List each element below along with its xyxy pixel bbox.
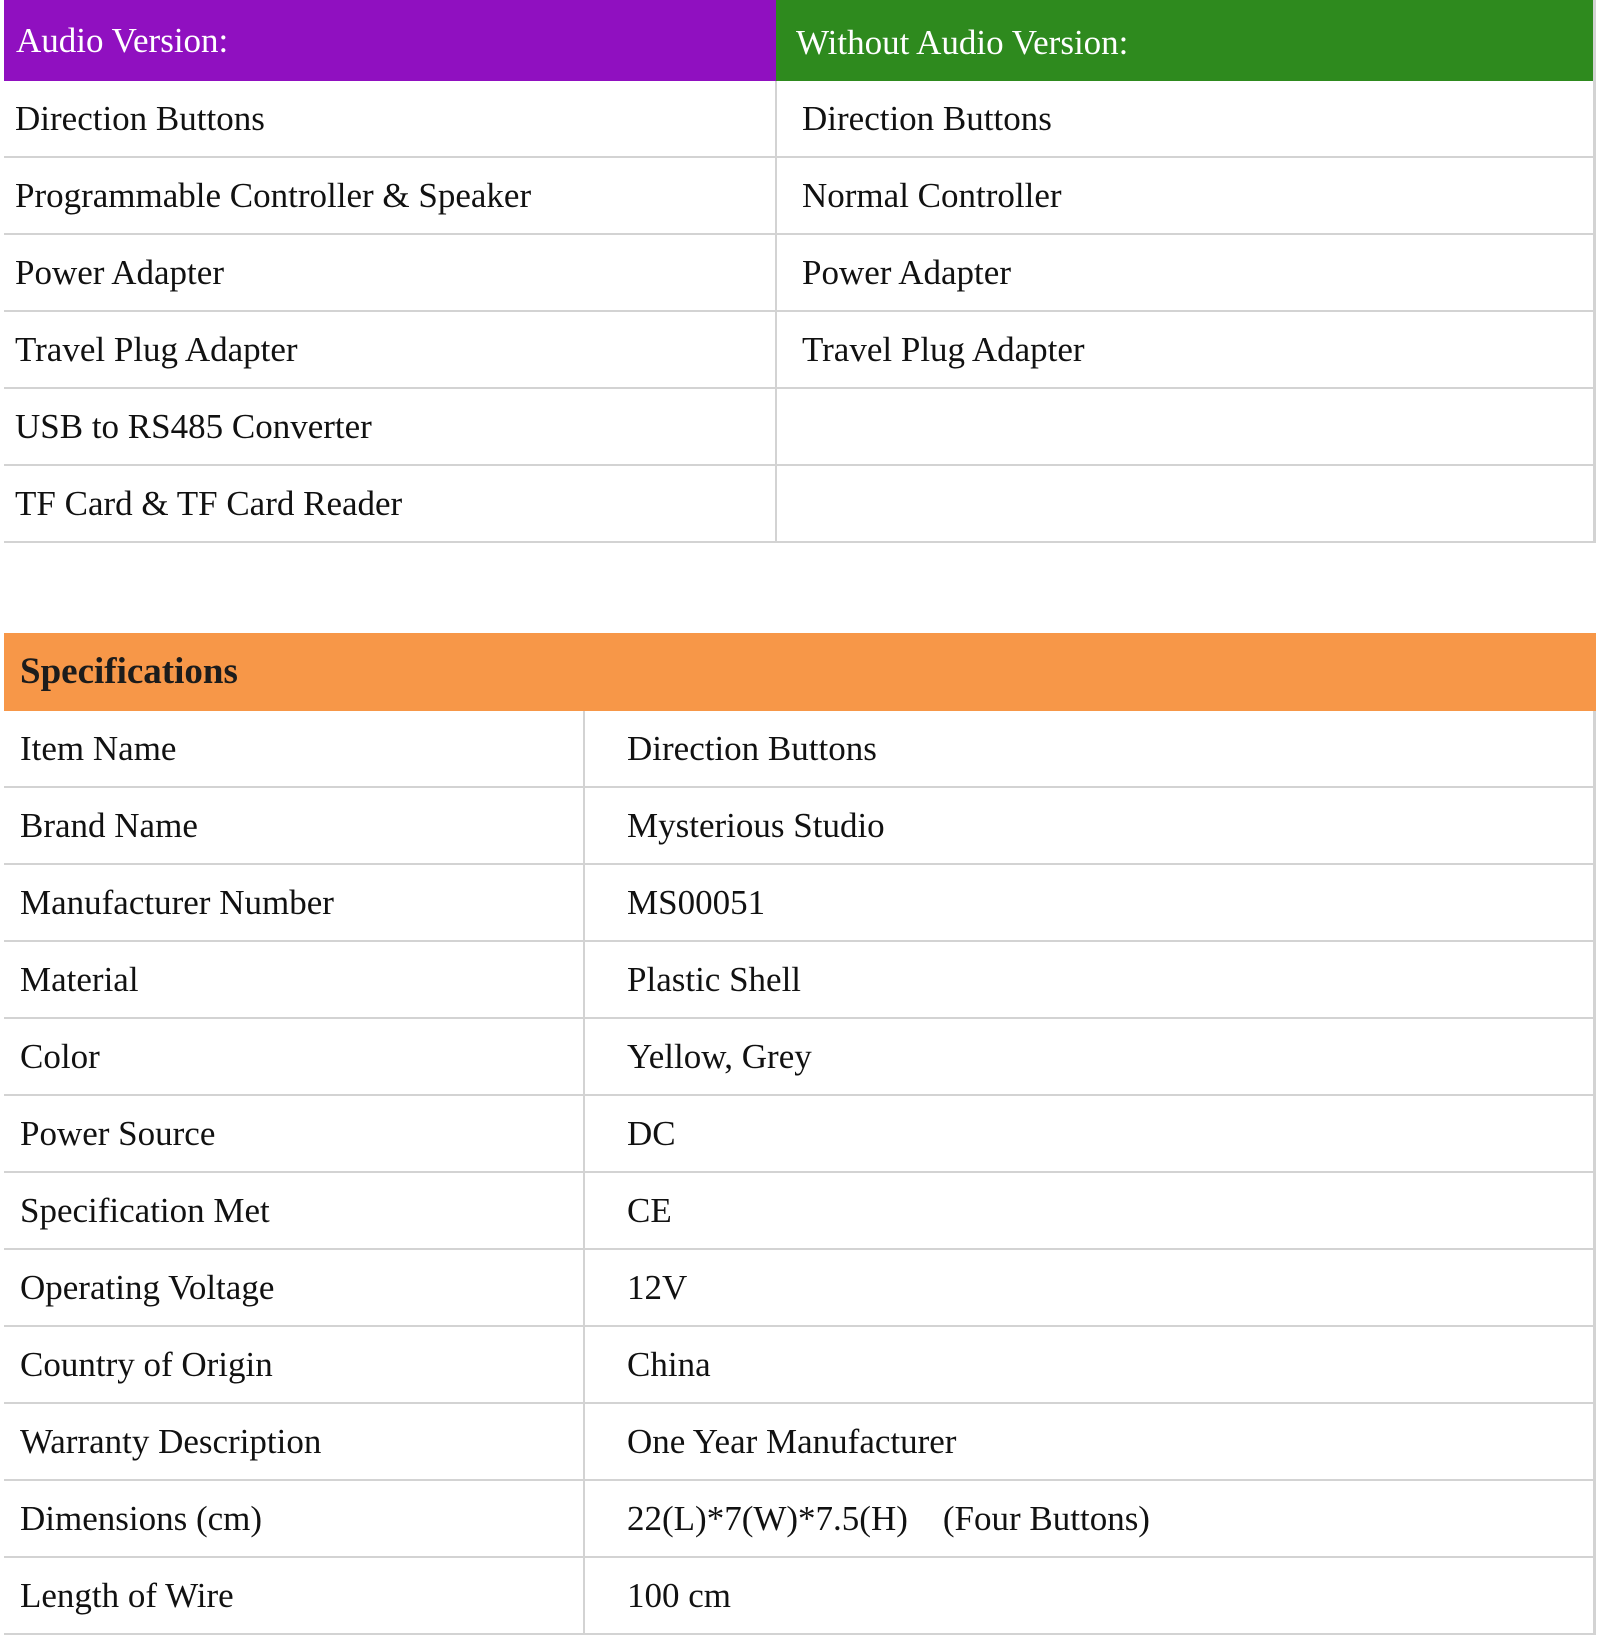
spec-row — [4, 787, 1595, 864]
spec-value: MS00051 — [584, 864, 1595, 941]
spec-label: Specification Met — [4, 1172, 584, 1249]
spec-row — [4, 1403, 1595, 1480]
audio-item: Programmable Controller & Speaker — [4, 157, 776, 234]
audio-item: Direction Buttons — [4, 81, 776, 157]
audio-item: Travel Plug Adapter — [4, 311, 776, 388]
spec-value: Mysterious Studio — [584, 787, 1595, 864]
package-row — [4, 81, 1595, 157]
without-audio-item — [776, 388, 1595, 465]
specifications-header: Specifications — [4, 633, 1596, 711]
spec-value: Yellow, Grey — [584, 1018, 1595, 1095]
spec-label: Country of Origin — [4, 1326, 584, 1403]
without-audio-item: Direction Buttons — [776, 81, 1595, 157]
audio-item: USB to RS485 Converter — [4, 388, 776, 465]
spec-label: Color — [4, 1018, 584, 1095]
audio-version-header: Audio Version: — [4, 0, 776, 81]
package-contents-table — [4, 0, 1596, 543]
spec-row — [4, 1172, 1595, 1249]
spec-label: Item Name — [4, 711, 584, 787]
spec-label: Brand Name — [4, 787, 584, 864]
specifications-table — [4, 711, 1596, 1635]
spec-row — [4, 1480, 1595, 1557]
spec-value: 22(L)*7(W)*7.5(H) (Four Buttons) — [584, 1480, 1595, 1557]
product-document — [4, 0, 1596, 1635]
spec-row — [4, 1249, 1595, 1326]
audio-item: Power Adapter — [4, 234, 776, 311]
spec-label: Operating Voltage — [4, 1249, 584, 1326]
section-spacer — [4, 543, 1596, 633]
package-row — [4, 157, 1595, 234]
without-audio-item: Power Adapter — [776, 234, 1595, 311]
spec-value: Plastic Shell — [584, 941, 1595, 1018]
without-audio-item: Travel Plug Adapter — [776, 311, 1595, 388]
audio-item: TF Card & TF Card Reader — [4, 465, 776, 542]
spec-row — [4, 864, 1595, 941]
spec-value: 12V — [584, 1249, 1595, 1326]
spec-label: Material — [4, 941, 584, 1018]
spec-row — [4, 1557, 1595, 1634]
spec-value: Direction Buttons — [584, 711, 1595, 787]
package-row — [4, 388, 1595, 465]
spec-label: Length of Wire — [4, 1557, 584, 1634]
package-row — [4, 311, 1595, 388]
spec-row — [4, 711, 1595, 787]
package-header-row — [4, 0, 1595, 81]
spec-label: Power Source — [4, 1095, 584, 1172]
spec-label: Manufacturer Number — [4, 864, 584, 941]
spec-value: DC — [584, 1095, 1595, 1172]
package-row — [4, 234, 1595, 311]
spec-row — [4, 1095, 1595, 1172]
spec-label: Dimensions (cm) — [4, 1480, 584, 1557]
without-audio-item: Normal Controller — [776, 157, 1595, 234]
spec-value: One Year Manufacturer — [584, 1403, 1595, 1480]
spec-row — [4, 1326, 1595, 1403]
package-row — [4, 465, 1595, 542]
spec-value: CE — [584, 1172, 1595, 1249]
without-audio-item — [776, 465, 1595, 542]
spec-row — [4, 941, 1595, 1018]
spec-label: Warranty Description — [4, 1403, 584, 1480]
spec-row — [4, 1018, 1595, 1095]
without-audio-version-header: Without Audio Version: — [776, 0, 1595, 81]
spec-value: China — [584, 1326, 1595, 1403]
spec-value: 100 cm — [584, 1557, 1595, 1634]
